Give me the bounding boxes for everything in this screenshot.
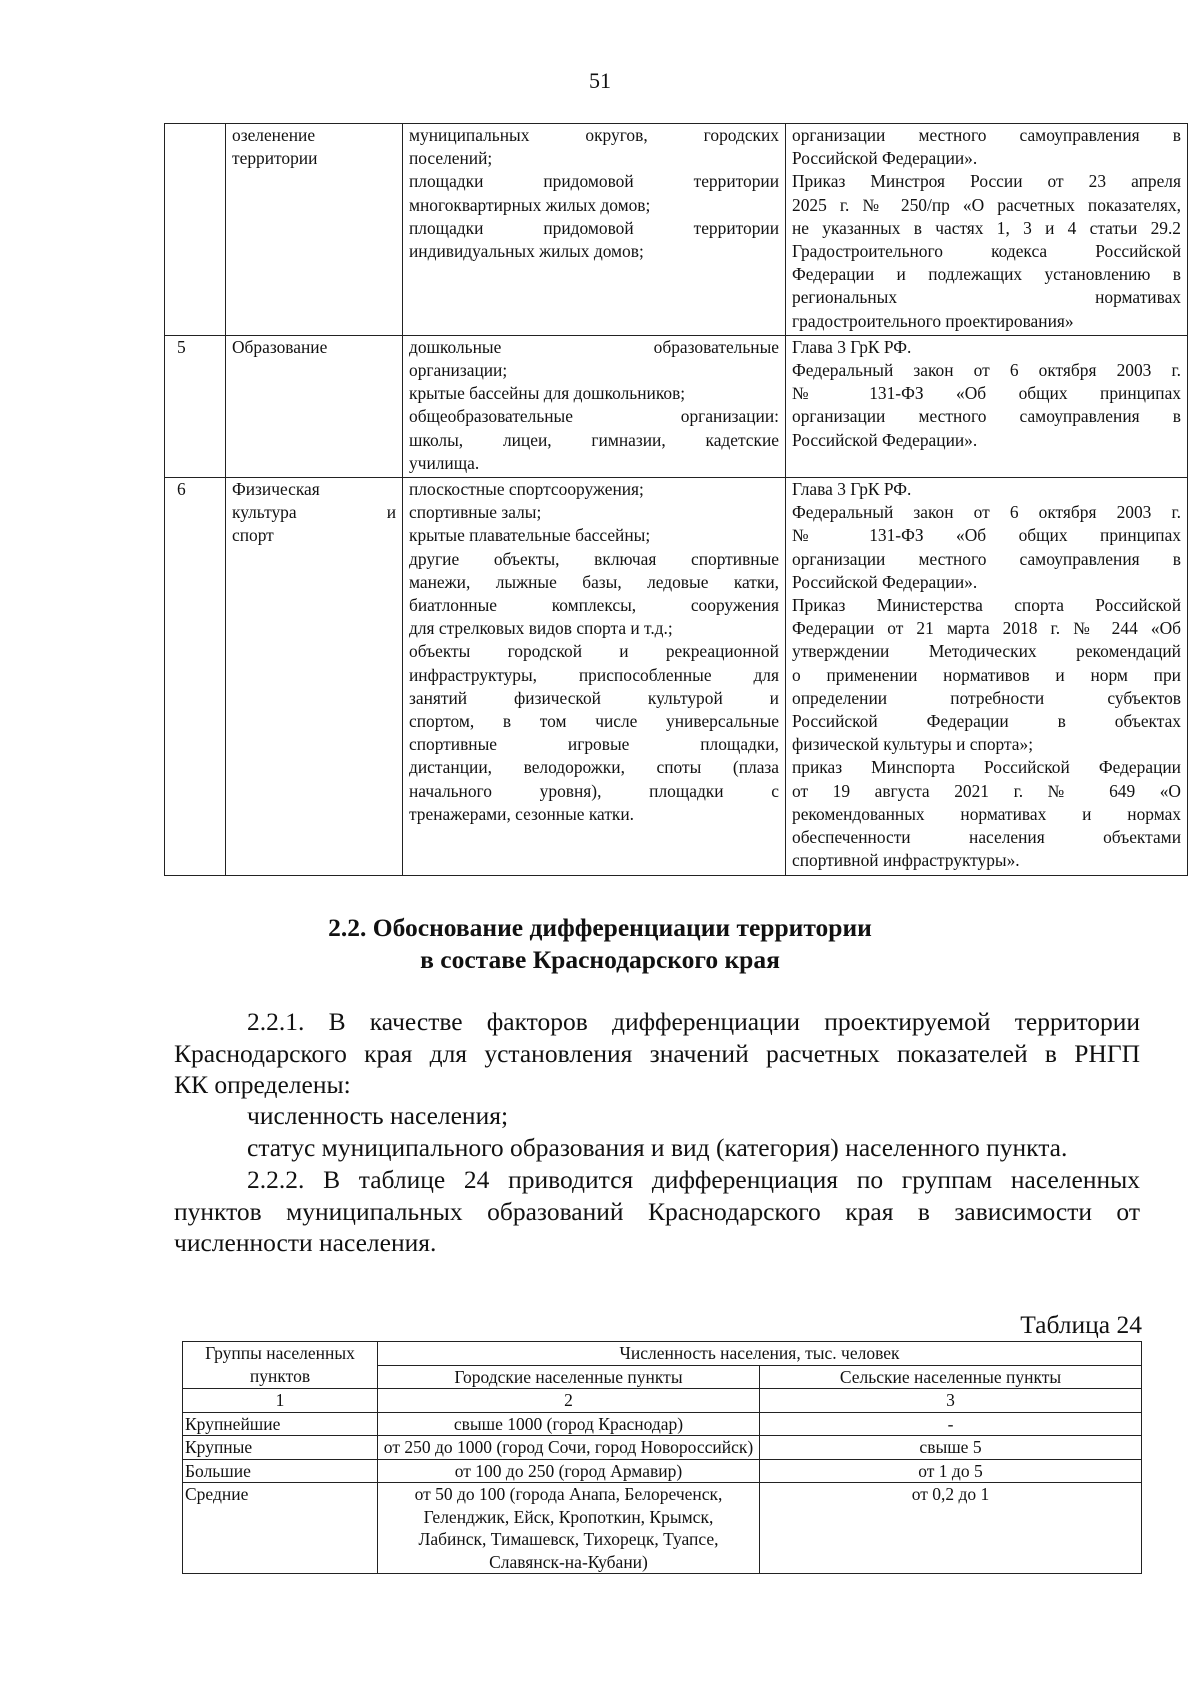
cell-line: № 131-ФЗ «Об общих принципах — [792, 383, 1181, 404]
cell-line: Федеральный закон от 6 октября 2003 г. — [792, 360, 1181, 381]
table-row — [183, 1483, 1142, 1574]
cell-line: Федерации и подлежащих установлению в — [792, 264, 1181, 285]
norms-table — [164, 123, 1188, 876]
cell-line: определении потребности субъектов — [792, 687, 1181, 708]
cell-line: поселений; — [409, 148, 493, 169]
cell-line: спорт — [232, 525, 274, 546]
cell-line: площадки придомовой территории — [409, 171, 779, 192]
cell-line: 2025 г. № 250/пр «О расчетных показателях, — [792, 194, 1181, 215]
table-header-row — [183, 1342, 1142, 1366]
paragraph-line: численности населения. — [174, 1228, 437, 1257]
cell-line: обеспеченности населения объектами — [792, 827, 1181, 848]
paragraph-2-2-2 — [174, 1164, 1140, 1259]
cell-line: не указанных в частях 1, 3 и 4 статьи 29.2 — [792, 217, 1181, 238]
cell-line: Образование — [232, 336, 328, 357]
header-rural-cell: Сельские населенные пункты — [760, 1365, 1142, 1389]
paragraph-line: КК определены: — [174, 1070, 351, 1099]
table-caption: Таблица 24 — [1020, 1310, 1142, 1339]
table-row — [165, 335, 1188, 477]
legal-basis-cell — [786, 335, 1188, 477]
cell-line: спортом, в том числе универсальные — [409, 711, 779, 732]
cell-line: организации; — [409, 360, 508, 381]
cell-line: Российской Федерации». — [792, 429, 978, 450]
cell-line: Российской Федерации». — [792, 571, 978, 592]
cell-line: Глава 3 ГрК РФ. — [792, 479, 912, 500]
row-number-cell: 5 — [165, 335, 226, 477]
rural-cell: от 1 до 5 — [760, 1459, 1142, 1483]
section-heading-line2: в составе Краснодарского края — [420, 945, 780, 974]
cell-line: Физическая — [232, 479, 320, 500]
cell-line: организации местного самоуправления в — [792, 406, 1181, 427]
cell-line: территории — [232, 148, 318, 169]
urban-cell: свыше 1000 (город Краснодар) — [378, 1412, 760, 1436]
paragraph-line: Краснодарского края для установления значений расчетных показателей в РНГП — [174, 1038, 1140, 1068]
cell-line: площадки придомовой территории — [409, 217, 779, 238]
cell-line: начального уровня), площадки с — [409, 780, 779, 801]
list-item: численность населения; — [247, 1101, 509, 1130]
objects-cell — [403, 478, 786, 875]
category-cell — [226, 478, 403, 875]
cell-line: тренажерами, сезонные катки. — [409, 803, 635, 824]
cell-line: инфраструктуры, приспособленные для — [409, 664, 779, 685]
cell-line: Федерации от 21 марта 2018 г. № 244 «Об — [792, 618, 1181, 639]
column-number: 2 — [378, 1389, 760, 1413]
cell-line: муниципальных округов, городских — [409, 125, 779, 145]
cell-line: манежи, лыжные базы, ледовые катки, — [409, 571, 779, 592]
urban-cell: от 250 до 1000 (город Сочи, город Новороссийск) — [378, 1436, 760, 1460]
cell-line: спортивной инфраструктуры». — [792, 850, 1020, 871]
rural-cell: свыше 5 — [760, 1436, 1142, 1460]
cell-line: спортивные игровые площадки, — [409, 734, 779, 755]
table-row — [183, 1412, 1142, 1436]
cell-line: крытые бассейны для дошкольников; — [409, 383, 686, 404]
cell-line: плоскостные спортсооружения; — [409, 479, 644, 500]
cell-line: градостроительного проектирования» — [792, 310, 1074, 331]
cell-line: физической культуры и спорта»; — [792, 734, 1034, 755]
cell-line: озеленение — [232, 125, 316, 145]
table-row — [183, 1436, 1142, 1460]
cell-line: многоквартирных жилых домов; — [409, 194, 651, 215]
rural-cell: - — [760, 1412, 1142, 1436]
cell-line: общеобразовательные организации: — [409, 406, 779, 427]
column-number-row — [183, 1389, 1142, 1413]
list-item: статус муниципального образования и вид (категория) населенного пункта. — [247, 1133, 1068, 1162]
group-cell: Крупные — [183, 1436, 378, 1460]
cell-line: училища. — [409, 452, 480, 473]
cell-line: Приказ Минстроя России от 23 апреля — [792, 171, 1181, 192]
cell-line: Российской Федерации в объектах — [792, 711, 1181, 732]
cell-line: для стрелковых видов спорта и т.д.; — [409, 618, 673, 639]
cell-line: Приказ Министерства спорта Российской — [792, 595, 1181, 616]
cell-line: занятий физической культурой и — [409, 687, 779, 708]
cell-line: Российской Федерации». — [792, 148, 978, 169]
cell-line: объекты городской и рекреационной — [409, 641, 779, 662]
cell-line: культура и — [232, 502, 396, 523]
cell-line: спортивные залы; — [409, 502, 542, 523]
table-row — [183, 1459, 1142, 1483]
group-cell: Большие — [183, 1459, 378, 1483]
group-cell: Средние — [183, 1483, 378, 1574]
cell-line: дошкольные образовательные — [409, 336, 779, 357]
cell-line: организации местного самоуправления в — [792, 548, 1181, 569]
page-number: 51 — [589, 68, 611, 93]
objects-cell — [403, 124, 786, 336]
column-number: 1 — [183, 1389, 378, 1413]
paragraph-line: 2.2.2. В таблице 24 приводится дифференциация по группам населенных — [247, 1165, 1140, 1194]
category-cell — [226, 124, 403, 336]
cell-line: крытые плавательные бассейны; — [409, 525, 651, 546]
table-row — [165, 124, 1188, 336]
header-group-cell: Группы населенных пунктов — [183, 1342, 378, 1389]
table-24 — [182, 1341, 1142, 1574]
urban-cell: от 100 до 250 (город Армавир) — [378, 1459, 760, 1483]
category-cell — [226, 335, 403, 477]
urban-cell: от 50 до 100 (города Анапа, Белореченск, Геленджик, Ейск, Кропоткин, Крымск, Лабинск, Тимашевск, Тихорецк, Туапсе, Славянск-на-Кубани) — [378, 1483, 760, 1574]
cell-line: Градостроительного кодекса Российской — [792, 241, 1181, 262]
objects-cell — [403, 335, 786, 477]
cell-line: школы, лицеи, гимназии, кадетские — [409, 429, 779, 450]
cell-line: утверждении Методических рекомендаций — [792, 641, 1181, 662]
paragraph-2-2-1 — [174, 1006, 1140, 1101]
cell-line: от 19 августа 2021 г. № 649 «О — [792, 780, 1181, 801]
cell-line: организации местного самоуправления в — [792, 125, 1181, 145]
cell-line: Глава 3 ГрК РФ. — [792, 336, 912, 357]
cell-line: приказ Минспорта Российской Федерации — [792, 757, 1181, 778]
rural-cell: от 0,2 до 1 — [760, 1483, 1142, 1574]
cell-line: биатлонные комплексы, сооружения — [409, 595, 779, 616]
row-number-cell: 6 — [165, 478, 226, 875]
cell-line: о применении нормативов и норм при — [792, 664, 1181, 685]
group-cell: Крупнейшие — [183, 1412, 378, 1436]
legal-basis-cell — [786, 478, 1188, 875]
table-row — [165, 478, 1188, 875]
cell-line: Федеральный закон от 6 октября 2003 г. — [792, 502, 1181, 523]
legal-basis-cell — [786, 124, 1188, 336]
cell-line: другие объекты, включая спортивные — [409, 548, 779, 569]
cell-line: № 131-ФЗ «Об общих принципах — [792, 525, 1181, 546]
section-heading: 2.2. Обоснование дифференциации территории — [328, 913, 872, 942]
cell-line: региональных нормативах — [792, 287, 1181, 308]
cell-line: индивидуальных жилых домов; — [409, 241, 644, 262]
cell-line: дистанции, велодорожки, споты (плаза — [409, 757, 779, 778]
row-number-cell — [165, 124, 226, 336]
column-number: 3 — [760, 1389, 1142, 1413]
paragraph-line: пунктов муниципальных образований Краснодарского края в зависимости от — [174, 1196, 1140, 1226]
header-population-cell: Численность населения, тыс. человек — [378, 1342, 1142, 1366]
cell-line: рекомендованных нормативах и нормах — [792, 803, 1181, 824]
paragraph-line: 2.2.1. В качестве факторов дифференциации проектируемой территории — [247, 1007, 1140, 1036]
header-urban-cell: Городские населенные пункты — [378, 1365, 760, 1389]
